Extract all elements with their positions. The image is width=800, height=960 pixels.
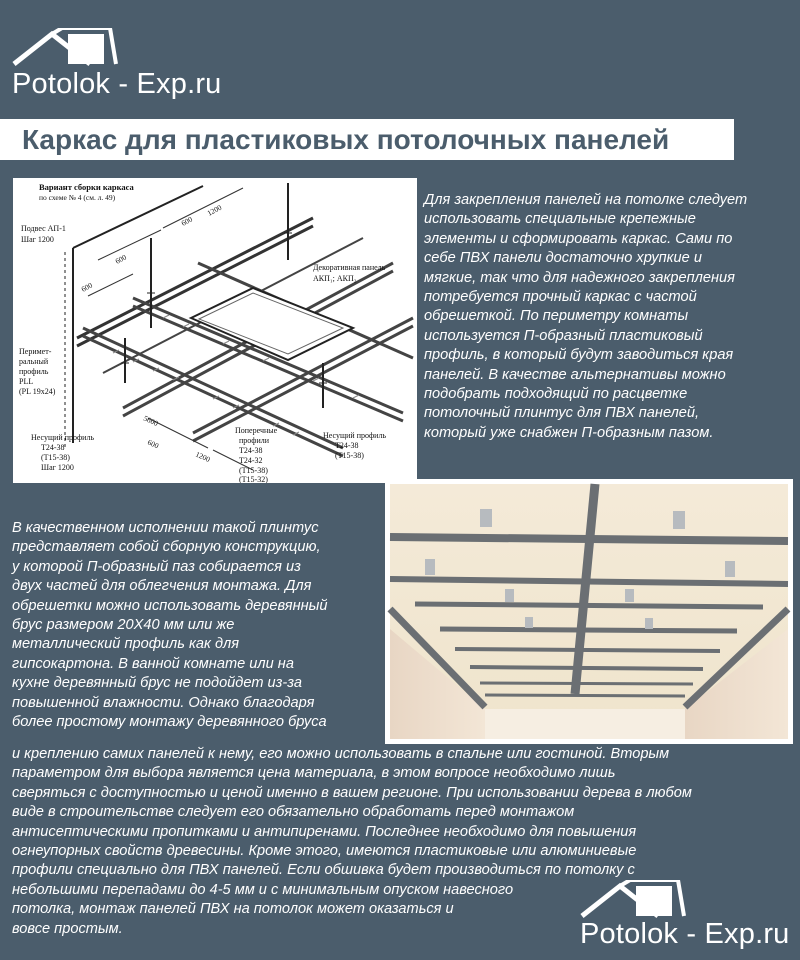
label-perimeter-5: (PL 19x24) bbox=[19, 387, 56, 396]
text-line: Для закрепления панелей на потолке следует bbox=[424, 192, 748, 208]
label-cross-1: Поперечные bbox=[235, 426, 278, 435]
text-line: представляет собой сборную конструкцию, bbox=[12, 539, 321, 556]
label-bearing-right-3: (T15-38) bbox=[335, 451, 364, 460]
label-deco-panel: Декоративная панель bbox=[313, 263, 386, 272]
paragraph-right bbox=[424, 191, 796, 443]
text-line: виде в строительстве следует его обязательно обработать перед монтажом bbox=[12, 804, 575, 821]
label-bearing-right-1: Несущий профиль bbox=[323, 431, 387, 440]
title-bar bbox=[0, 119, 734, 160]
label-cross-3: T24-38 bbox=[239, 446, 263, 455]
text-line: В качественном исполнении такой плинтус bbox=[12, 520, 319, 536]
label-cross-2: профили bbox=[239, 436, 270, 445]
text-line: элементы и сформировать каркас. Сами по bbox=[424, 230, 733, 247]
text-line: потребуется прочный каркас с частой bbox=[424, 289, 697, 306]
house-roof-icon bbox=[578, 880, 688, 920]
diagram-title: Вариант сборки каркаса bbox=[39, 182, 134, 192]
text-line: у которой П-образный паз собирается из bbox=[12, 558, 301, 575]
text-line: профили специально для ПВХ панелей. Если обшивка будет производиться по потолку с bbox=[12, 862, 635, 879]
logo-text: Potolok - Exp.ru bbox=[12, 68, 222, 100]
text-line: параметром для выбора является цена материала, в этом вопросе необходимо лишь bbox=[12, 765, 616, 782]
text-line: огнеупорных свойств древесины. Кроме этого, имеются пластиковые или алюминиевые bbox=[12, 843, 637, 860]
dim-1200-b: 1200 bbox=[194, 449, 212, 464]
text-line: используется П-образный пластиковый bbox=[424, 327, 703, 344]
dim-600-d: 600 bbox=[146, 437, 161, 451]
text-line: металлический профиль как для bbox=[12, 636, 240, 653]
text-line: вовсе простым. bbox=[12, 920, 123, 937]
text-line: повышенной влажности. Однако благодаря bbox=[12, 694, 315, 711]
label-bearing-left-1: Несущий профиль bbox=[31, 433, 95, 442]
text-line: брус размером 20Х40 мм или же bbox=[12, 617, 235, 634]
label-deco-panel-code: АКП₁; АКП₂ bbox=[313, 274, 357, 283]
label-bearing-left-3: (T15-38) bbox=[41, 453, 70, 462]
ceiling-frame-diagram bbox=[13, 178, 417, 483]
label-hanger: Подвес АП-1 bbox=[21, 224, 66, 233]
dim-5600: 5600 bbox=[142, 413, 160, 428]
text-line: сверяться с доступностью и ценой именно в вашем регионе. При использовании дерева в любом bbox=[12, 784, 692, 801]
dim-600-c: 600 bbox=[79, 280, 94, 294]
dim-1200-a: 1200 bbox=[205, 202, 224, 218]
label-bearing-left-4: Шаг 1200 bbox=[41, 463, 74, 472]
diagram-subtitle: по схеме № 4 (см. л. 49) bbox=[39, 193, 116, 202]
text-line: себе ПВХ панели достаточно хрупкие и bbox=[424, 250, 702, 267]
text-line: профиль, в который будут заводиться края bbox=[424, 347, 734, 364]
text-line: мягкие, так что для надежного закрепления bbox=[424, 269, 735, 286]
text-line: обрешеткой. По периметру комнаты bbox=[424, 308, 689, 325]
label-bearing-right-2: T24-38 bbox=[335, 441, 359, 450]
label-perimeter-3: профиль bbox=[19, 367, 49, 376]
label-bearing-left-2: T24-38 bbox=[41, 443, 65, 452]
text-line: который уже снабжен П-образным пазом. bbox=[424, 424, 714, 441]
label-hanger-step: Шаг 1200 bbox=[21, 235, 54, 244]
text-line: кухне деревянный брус не подойдет из-за bbox=[12, 675, 303, 692]
paragraph-left bbox=[12, 519, 380, 732]
page-title: Каркас для пластиковых потолочных панелей bbox=[22, 124, 670, 155]
text-line: более простому монтажу деревянного бруса bbox=[12, 714, 327, 731]
dim-600-a: 600 bbox=[179, 214, 194, 228]
house-roof-icon bbox=[10, 28, 120, 68]
label-cross-5: (T15-38) bbox=[239, 466, 268, 475]
label-perimeter-1: Перимет- bbox=[19, 347, 52, 356]
metal-frame-photo bbox=[385, 479, 793, 744]
label-perimeter-4: PLL bbox=[19, 377, 34, 386]
logo-text: Potolok - Exp.ru bbox=[580, 918, 790, 950]
text-line: двух частей для облегчения монтажа. Для bbox=[12, 578, 312, 595]
text-line: использовать специальные крепежные bbox=[424, 211, 696, 228]
label-cross-6: (T15-32) bbox=[239, 475, 268, 483]
label-cross-4: T24-32 bbox=[239, 456, 263, 465]
text-line: потолочный плинтус для ПВХ панелей, bbox=[424, 405, 700, 422]
text-line: небольшими перепадами до 4-5 мм и с минимальным опуском навесного bbox=[12, 881, 514, 898]
text-line: потолка, монтаж панелей ПВХ на потолок может оказаться и bbox=[12, 901, 454, 918]
text-line: гипсокартона. В ванной комнате или на bbox=[12, 655, 294, 672]
text-line: подобрать подходящий по расцветке bbox=[424, 386, 688, 403]
text-line: и креплению самих панелей к нему, его можно использовать в спальне или гостиной. Вторым bbox=[12, 746, 670, 762]
text-line: обрешетки можно использовать деревянный bbox=[12, 597, 328, 614]
text-line: антисептическими пропитками и антипиренами. Последнее необходимо для повышения bbox=[12, 823, 637, 840]
text-line: панелей. В качестве альтернативы можно bbox=[424, 366, 726, 383]
label-perimeter-2: ральный bbox=[19, 357, 49, 366]
dim-600-b: 600 bbox=[113, 252, 128, 266]
